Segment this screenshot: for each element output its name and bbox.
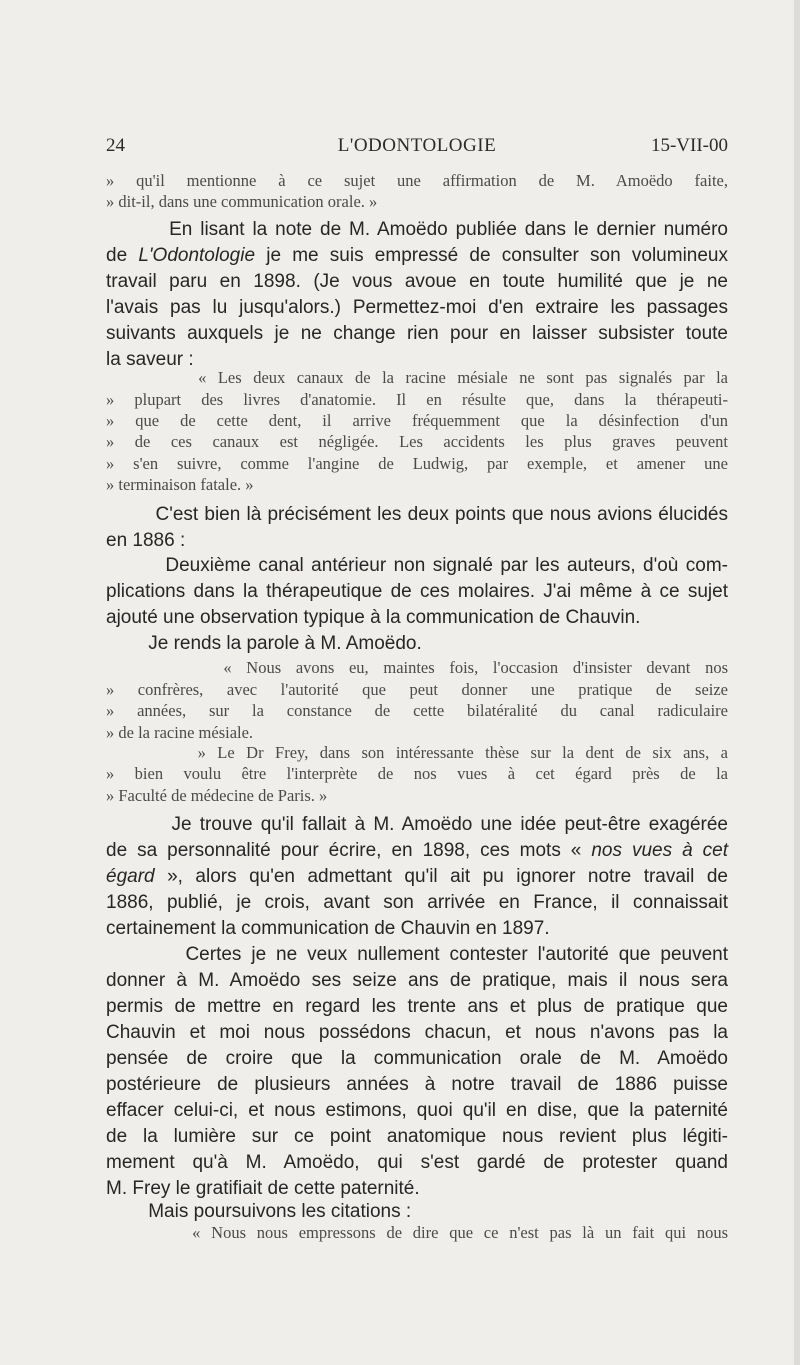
quoted-line: » confrères, avec l'autorité que peut donner une pratique de seize	[106, 680, 728, 699]
text-line: l'avais pas lu jusqu'alors.) Permettez-moi d'en extraire les passages	[106, 297, 728, 318]
page-number: 24	[106, 135, 125, 156]
italic-span: nos vues à cet	[591, 840, 728, 861]
quoted-line: » terminaison fatale. »	[106, 475, 254, 494]
text-line: postérieure de plusieurs années à notre travail de 1886 puisse	[106, 1074, 728, 1095]
text-line: Je rends la parole à M. Amoëdo.	[106, 633, 422, 654]
issue-date: 15-VII-00	[650, 135, 728, 156]
text-line: Chauvin et moi nous possédons chacun, et nous n'avons pas la	[106, 1022, 728, 1043]
text-line: ajouté une observation typique à la communication de Chauvin.	[106, 607, 641, 628]
text-span: de sa personnalité pour écrire, en 1898, ces mots «	[106, 840, 592, 861]
italic-span: L'Odontologie	[138, 245, 256, 266]
text-line: de la lumière sur ce point anatomique nous revient plus légiti-	[106, 1126, 728, 1147]
quoted-line: » années, sur la constance de cette bilatéralité du canal radiculaire	[106, 701, 728, 720]
text-span: de	[106, 245, 139, 266]
text-line: Mais poursuivons les citations :	[106, 1201, 412, 1222]
quoted-line: » que de cette dent, il arrive fréquemment que la désinfection d'un	[106, 411, 728, 430]
quoted-line: » plupart des livres d'anatomie. Il en résulte que, dans la thérapeuti-	[106, 390, 728, 409]
text-span: », alors qu'en admettant qu'il ait pu ignorer notre travail de	[154, 866, 728, 887]
text-line: Certes je ne veux nullement contester l'autorité que peuvent	[106, 944, 728, 965]
text-line: donner à M. Amoëdo ses seize ans de pratique, mais il nous sera	[106, 970, 728, 991]
text-line: M. Frey le gratifiait de cette paternité.	[106, 1178, 420, 1199]
quoted-line: » Faculté de médecine de Paris. »	[106, 786, 328, 805]
text-line: certainement la communication de Chauvin en 1897.	[106, 918, 550, 939]
quoted-line: » s'en suivre, comme l'angine de Ludwig, par exemple, et amener une	[106, 454, 728, 473]
text-line: Je trouve qu'il fallait à M. Amoëdo une idée peut-être exagérée	[106, 814, 728, 835]
text-line: C'est bien là précisément les deux points que nous avions élucidés	[106, 504, 728, 525]
italic-span: égard	[106, 866, 155, 887]
text-line: permis de mettre en regard les trente ans et plus de pratique que	[106, 996, 728, 1017]
text-line: plications dans la thérapeutique de ces molaires. J'ai même à ce sujet	[106, 581, 728, 602]
text-line: mement qu'à M. Amoëdo, qui s'est gardé de protester quand	[106, 1152, 728, 1173]
text-line: la saveur :	[106, 349, 194, 370]
text-line: 1886, publié, je crois, avant son arrivée en France, il connaissait	[106, 892, 728, 913]
text-line: en 1886 :	[106, 530, 186, 551]
quoted-line: « Les deux canaux de la racine mésiale ne sont pas signalés par la	[106, 368, 728, 387]
quoted-line: « Nous nous empressons de dire que ce n'est pas là un fait qui nous	[106, 1223, 728, 1242]
text-span: je me suis empressé de consulter son volumineux	[255, 245, 728, 266]
text-line: En lisant la note de M. Amoëdo publiée dans le dernier numéro	[106, 219, 728, 240]
text-line	[106, 243, 728, 269]
quoted-line: » de la racine mésiale.	[106, 723, 254, 742]
text-line	[106, 838, 728, 864]
quoted-line: » Le Dr Frey, dans son intéressante thèse sur la dent de six ans, a	[106, 743, 728, 762]
page-edge	[794, 0, 800, 1365]
quoted-line: » qu'il mentionne à ce sujet une affirmation de M. Amoëdo faite,	[106, 171, 728, 190]
text-line: suivants auxquels je ne change rien pour en laisser subsister toute	[106, 323, 728, 344]
running-header	[106, 135, 728, 159]
text-line: pensée de croire que la communication orale de M. Amoëdo	[106, 1048, 728, 1069]
text-line: Deuxième canal antérieur non signalé par les auteurs, d'où com-	[106, 555, 728, 576]
journal-title: L'ODONTOLOGIE	[337, 135, 497, 156]
text-line: travail paru en 1898. (Je vous avoue en toute humilité que je ne	[106, 271, 728, 292]
text-line	[106, 864, 728, 890]
quoted-line: » dit-il, dans une communication orale. »	[106, 192, 378, 211]
quoted-line: » bien voulu être l'interprète de nos vues à cet égard près de la	[106, 764, 728, 783]
text-line: effacer celui-ci, et nous estimons, quoi qu'il en dise, que la paternité	[106, 1100, 728, 1121]
quoted-line: » de ces canaux est négligée. Les accidents les plus graves peuvent	[106, 432, 728, 451]
quoted-line: « Nous avons eu, maintes fois, l'occasion d'insister devant nos	[106, 658, 728, 677]
